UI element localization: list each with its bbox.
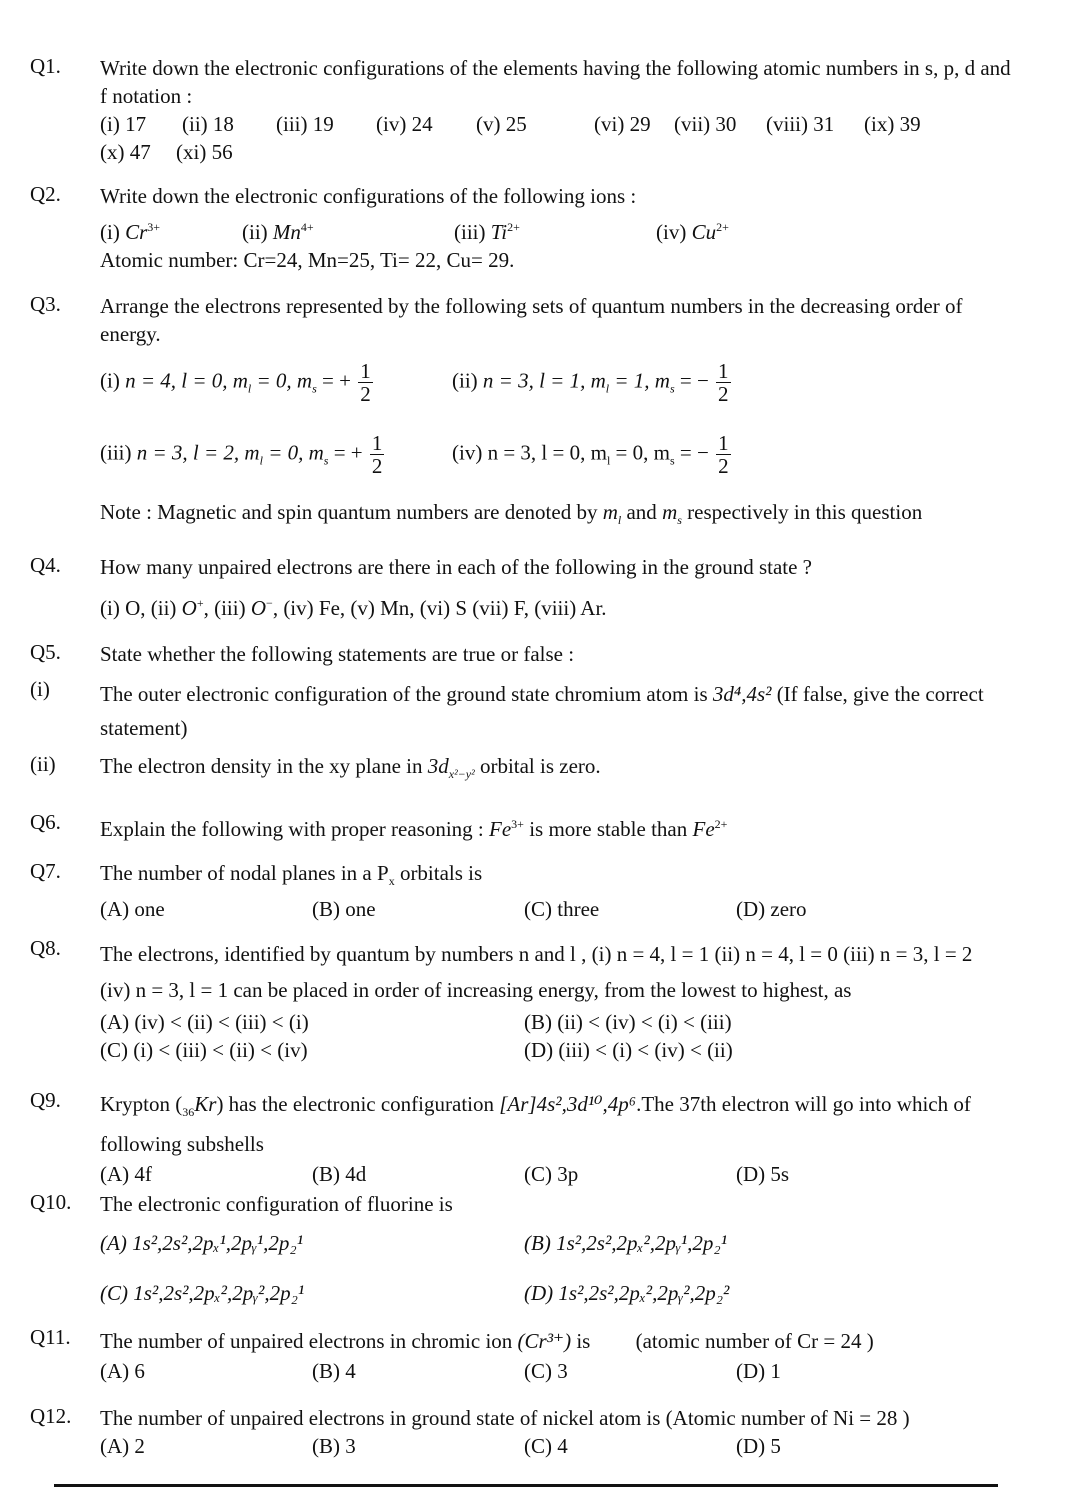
question-1: [30, 54, 1020, 166]
option: (i) 17: [100, 112, 147, 136]
question-number: Q9.: [30, 1088, 61, 1112]
option: (B) 4: [312, 1359, 356, 1383]
option: (i) $Cr^{3+}$: [100, 220, 161, 244]
option: (B) one: [312, 897, 376, 922]
question-number: Q7.: [30, 859, 61, 883]
question-number: Q8.: [30, 936, 61, 960]
question-3: [30, 292, 1020, 534]
option: (C) 3: [524, 1359, 568, 1383]
option: (C) (i) < (iii) < (ii) < (iv): [100, 1038, 308, 1062]
quantum-set: (i) n = 4, l = 0, $m_l = 0$, $m_s$ = + $\frac{1}{2}$: [100, 358, 371, 406]
option: (B) 1s²,2s²,2pₓ²,2pᵧ¹,2p₂¹: [524, 1231, 727, 1255]
option: (A) one: [100, 897, 165, 922]
question-9: [30, 1088, 1020, 1188]
question-8: [30, 936, 1020, 1064]
option: (xi) 56: [176, 140, 233, 164]
question-12: [30, 1404, 1020, 1460]
option: (D) 1: [736, 1359, 781, 1383]
footer-divider: [54, 1484, 998, 1487]
question-text: (iv) n = 3, l = 1 can be placed in order of increasing energy, from the lowest to highest, as: [100, 978, 852, 1002]
option: (D) 5: [736, 1434, 781, 1458]
species-list: (i) O, (ii) O+, (iii) O−, (iv) Fe, (v) Mn, (vi) S (vii) F, (viii) Ar.: [100, 596, 607, 620]
question-11: [30, 1325, 1020, 1385]
option: (viii) 31: [766, 112, 835, 136]
question-text: The electronic configuration of fluorine is: [100, 1192, 453, 1216]
option: (ii) $Mn^{4+}$: [242, 220, 314, 244]
question-text: State whether the following statements are true or false :: [100, 642, 575, 666]
option: (A) 2: [100, 1434, 145, 1458]
quantum-set: (iii) n = 3, l = 2, $m_l = 0$, $m_s$ = + $\frac{1}{2}$: [100, 430, 383, 478]
option: (iii) 19: [276, 112, 334, 136]
question-text: Arrange the electrons represented by the following sets of quantum numbers in the decreasing order of energy.: [100, 294, 963, 346]
question-text: The number of nodal planes in a $P_x$ orbitals is: [100, 861, 483, 889]
option: (A) 6: [100, 1359, 145, 1383]
option: (D) zero: [736, 897, 807, 922]
option: (ix) 39: [864, 112, 921, 136]
option: (A) 4f: [100, 1162, 152, 1187]
question-number: Q4.: [30, 553, 61, 577]
question-number: Q5.: [30, 640, 61, 664]
option: (B) 3: [312, 1434, 356, 1458]
question-10: [30, 1190, 1020, 1318]
quantum-set: (iv) n = 3, l = 0, $m_l = 0$, $m_s$ = − $\frac{1}{2}$: [452, 430, 729, 478]
fraction: $\frac{1}{2}$: [718, 358, 729, 406]
question-text: The number of unpaired electrons in ground state of nickel atom is (Atomic number of Ni = 28 ): [100, 1406, 910, 1430]
question-text: The number of unpaired electrons in chromic ion (Cr³⁺) is (atomic number of Cr = 24 ): [100, 1329, 874, 1353]
question-number: Q1.: [30, 54, 61, 78]
option: (B) 4d: [312, 1162, 367, 1187]
ms-symbol: $m_s$: [662, 500, 682, 528]
question-2: [30, 182, 1020, 274]
question-6: Q6. Explain the following with proper reasoning : $Fe^{3+}$ is more stable than $Fe^{2+}$: [30, 810, 728, 841]
option: (iv) $Cu^{2+}$: [656, 220, 729, 244]
quantum-set: (ii) n = 3, l = 1, $m_l = 1$, $m_s$ = − $\frac{1}{2}$: [452, 358, 729, 406]
question-4: [30, 553, 1020, 622]
option: (C) 1s²,2s²,2pₓ²,2pᵧ²,2p₂¹: [100, 1281, 305, 1305]
question-number: Q10.: [30, 1190, 72, 1214]
option: (ii) 18: [182, 112, 234, 136]
option: (vi) 29: [594, 112, 651, 136]
option: (D) 1s²,2s²,2pₓ²,2pᵧ²,2p₂²: [524, 1281, 730, 1305]
atomic-number-note: Atomic number: Cr=24, Mn=25, Ti= 22, Cu= 29.: [100, 248, 515, 272]
option: (A) (iv) < (ii) < (iii) < (i): [100, 1010, 309, 1034]
statement-i: (i) The outer electronic configuration of the ground state chromium atom is 3d⁴,4s² (If false, give the correct statement): [30, 677, 984, 740]
question-text: Write down the electronic configurations of the elements having the following atomic numbers in s, p, d and f notation :: [100, 56, 1011, 108]
ml-symbol: $m_l$: [602, 500, 622, 528]
fraction: $\frac{1}{2}$: [360, 358, 371, 406]
option: (B) (ii) < (iv) < (i) < (iii): [524, 1010, 732, 1034]
question-text: Krypton $(_{36}Kr)$ has the electronic configuration [Ar]4s²,3d¹⁰,4p⁶.The 37th electron will go into which of following subshells: [100, 1092, 971, 1157]
option: (A) 1s²,2s²,2pₓ¹,2pᵧ¹,2p₂¹: [100, 1231, 303, 1255]
question-7: [30, 859, 1020, 923]
note: Note : Magnetic and spin quantum numbers are denoted by $m_l$ and $m_s$ respectively in this question: [100, 500, 923, 528]
question-text: The electrons, identified by quantum by numbers n and l , (i) n = 4, l = 1 (ii) n = 4, l = 0 (iii) n = 3, l = 2: [100, 942, 973, 966]
question-number: Q3.: [30, 292, 61, 316]
option: (C) 4: [524, 1434, 568, 1458]
fraction: $\frac{1}{2}$: [718, 430, 729, 478]
fraction: $\frac{1}{2}$: [371, 430, 383, 478]
question-number: Q12.: [30, 1404, 72, 1428]
question-text: How many unpaired electrons are there in each of the following in the ground state ?: [100, 555, 813, 579]
option: (x) 47: [100, 140, 151, 164]
option: (D) 5s: [736, 1162, 790, 1187]
question-number: Q2.: [30, 182, 61, 206]
option: (iv) 24: [376, 112, 433, 136]
option: (iii) $Ti^{2+}$: [454, 220, 520, 244]
option: (v) 25: [476, 112, 527, 136]
option: (C) three: [524, 897, 600, 922]
option: (vii) 30: [674, 112, 737, 136]
question-number: Q6.: [30, 810, 61, 834]
statement-ii: (ii) The electron density in the xy plane in $3d_{x^2-y^2}$ orbital is zero.: [30, 752, 601, 782]
option: (D) (iii) < (i) < (iv) < (ii): [524, 1038, 733, 1062]
question-5: [30, 640, 1020, 668]
question-text: Write down the electronic configurations of the following ions :: [100, 184, 637, 208]
option: (C) 3p: [524, 1162, 579, 1187]
question-number: Q11.: [30, 1325, 71, 1349]
